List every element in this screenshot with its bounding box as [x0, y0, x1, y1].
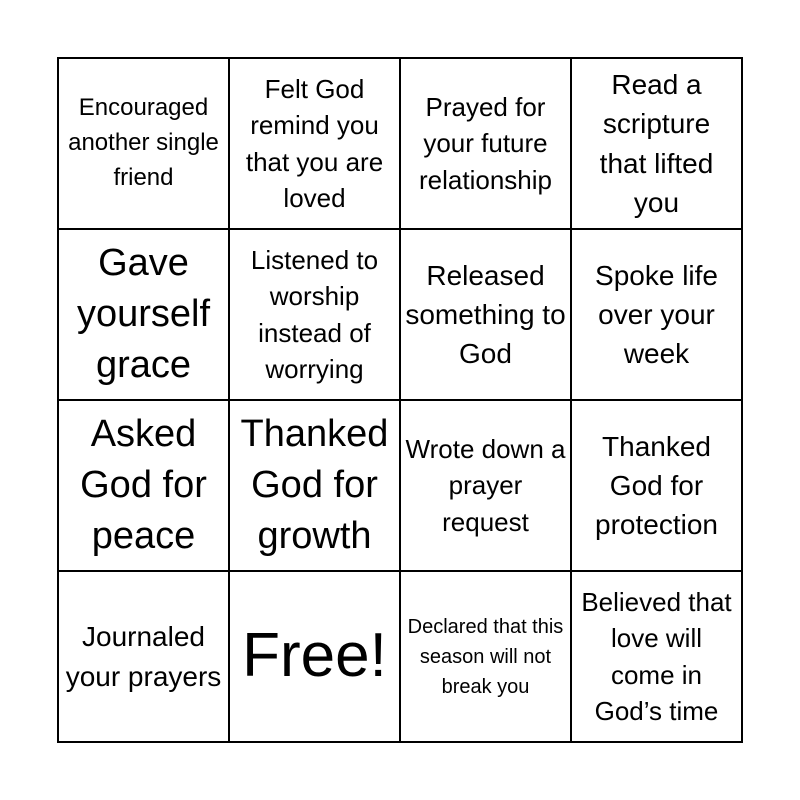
bingo-cell-text: Prayed for your future relationship: [419, 91, 552, 195]
bingo-cell-r4c3[interactable]: [400, 571, 571, 742]
bingo-cell-text: Wrote down a prayer request: [405, 433, 566, 537]
bingo-cell-r2c1[interactable]: [58, 229, 229, 400]
bingo-cell-r1c3[interactable]: [400, 58, 571, 229]
bingo-cell-r4c1[interactable]: [58, 571, 229, 742]
bingo-cell-r1c2[interactable]: [229, 58, 400, 229]
bingo-cell-r1c1[interactable]: [58, 58, 229, 229]
bingo-cell-text: Encouraged another single friend: [68, 94, 219, 191]
bingo-cell-r2c3[interactable]: [400, 229, 571, 400]
bingo-cell-r4c4[interactable]: [571, 571, 742, 742]
bingo-cell-r3c2[interactable]: [229, 400, 400, 571]
bingo-cell-r3c3[interactable]: [400, 400, 571, 571]
bingo-cell-r2c2[interactable]: [229, 229, 400, 400]
bingo-cell-text: Felt God remind you that you are loved: [245, 73, 384, 213]
bingo-cell-text: Declared that this season will not break you: [407, 615, 564, 698]
bingo-cell-text: Spoke life over your week: [595, 259, 718, 370]
bingo-free-space[interactable]: [229, 571, 400, 742]
bingo-cell-text: Read a scripture that lifted you: [599, 69, 714, 218]
bingo-cell-r3c1[interactable]: [58, 400, 229, 571]
bingo-cell-r2c4[interactable]: [571, 229, 742, 400]
bingo-cell-text: Believed that love will come in God’s time: [581, 586, 732, 726]
bingo-cell-text: Listened to worship instead of worrying: [250, 244, 379, 384]
bingo-cell-r3c4[interactable]: [571, 400, 742, 571]
bingo-card: [57, 57, 743, 743]
bingo-cell-text: Thanked God for protection: [595, 430, 718, 541]
bingo-cell-text: Journaled your prayers: [65, 621, 222, 692]
bingo-cell-r1c4[interactable]: [571, 58, 742, 229]
bingo-cell-text: Asked God for peace: [80, 412, 207, 558]
bingo-cell-text: Released something to God: [405, 259, 566, 370]
free-space-text: Free!: [242, 621, 387, 691]
bingo-cell-text: Gave yourself grace: [76, 241, 211, 387]
bingo-cell-text: Thanked God for growth: [240, 412, 389, 558]
